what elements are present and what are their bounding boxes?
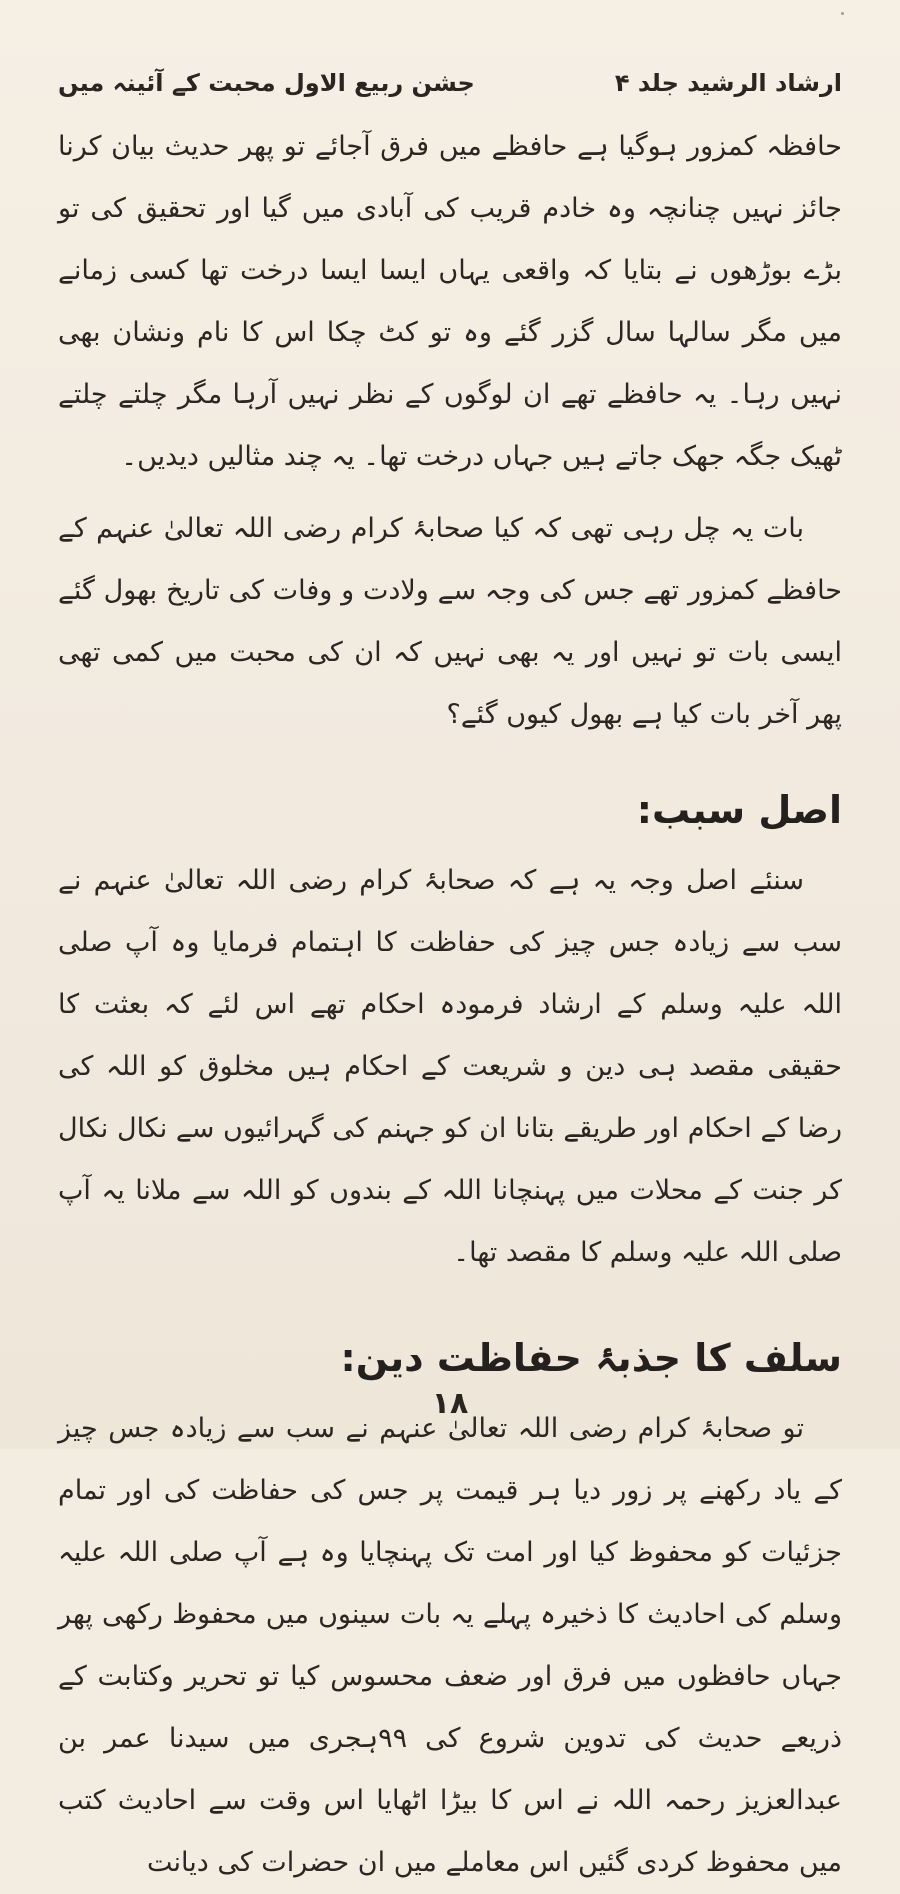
header-right-title: ارشاد الرشید جلد ۴ bbox=[614, 69, 842, 97]
section-spacer bbox=[58, 746, 842, 770]
section-spacer bbox=[58, 1284, 842, 1318]
page-number: ۱۸ bbox=[431, 1386, 469, 1421]
section-heading-asl-sabab: اصل سبب: bbox=[636, 788, 842, 832]
paragraph-4: تو صحابۂ کرام رضی اللہ تعالیٰ عنہم نے سب سے زیادہ جس چیز کے یاد رکھنے پر زور دیا ہر قیمت پر جس کی حفاظت کی اور تمام جزئیات کو محفوظ کیا اور امت تک پہنچایا وہ ہے آپ صلی اللہ علیہ وسلم کی احادیث کا ذخیرہ پہلے یہ بات سینوں میں محفوظ رکھی پھر جہاں حافظوں میں فرق اور ضعف محسوس کیا تو تحریر وکتابت کے ذریعے حدیث کی تدوین شروع کی ۹۹ہجری میں سیدنا عمر بن عبدالعزیز رحمہ اللہ نے اس کا بیڑا اٹھایا اس وقت سے احادیث کتب میں محفوظ کردی گئیں اس معاملے میں ان حضرات کی دیانت bbox=[58, 1413, 842, 1878]
section-heading-salaf: سلف کا جذبۂ حفاظت دین: bbox=[340, 1336, 842, 1380]
paragraph-2: بات یہ چل رہی تھی کہ کیا صحابۂ کرام رضی اللہ تعالیٰ عنہم کے حافظے کمزور تھے جس کی وجہ سے ولادت و وفات کی تاریخ بھول گئے ایسی بات تو نہیں اور یہ بھی نہیں کہ ان کی محبت میں کمی تھی پھر آخر بات کیا ہے بھول کیوں گئے؟ bbox=[58, 513, 842, 730]
paragraph-spacer bbox=[58, 488, 842, 498]
header-left-title: جشن ربیع الاول محبت کے آئینہ میں bbox=[58, 69, 475, 97]
paragraph-1: حافظہ کمزور ہوگیا ہے حافظے میں فرق آجائے تو پھر حدیث بیان کرنا جائز نہیں چنانچہ وہ خادم قریب کی آبادی میں گیا اور تحقیق کی تو بڑے بوڑھوں نے بتایا کہ واقعی یہاں ایسا ایسا درخت تھا کسی زمانے میں مگر سالہا سال گزر گئے وہ تو کٹ چکا اس کا نام ونشان بھی نہیں رہا۔ یہ حافظے تھے ان لوگوں کے نظر نہیں آرہا مگر چلتے چلتے ٹھیک جگہ جھک جاتے ہیں جہاں درخت تھا۔ یہ چند مثالیں دیدیں۔ bbox=[58, 131, 842, 472]
paragraph-3: سنئے اصل وجہ یہ ہے کہ صحابۂ کرام رضی اللہ تعالیٰ عنہم نے سب سے زیادہ جس چیز کی حفاظت کا اہتمام فرمایا وہ آپ صلی اللہ علیہ وسلم کے ارشاد فرمودہ احکام تھے اس لئے کہ بعثت کا حقیقی مقصد ہی دین و شریعت کے احکام ہیں مخلوق کو اللہ کی رضا کے احکام اور طریقے بتانا ان کو جہنم کی گہرائیوں سے نکال نکال کر جنت کے محلات میں پہنچانا اللہ کے بندوں کو اللہ سے ملانا یہ آپ صلی اللہ علیہ وسلم کا مقصد تھا۔ bbox=[58, 865, 842, 1268]
paper-speck bbox=[841, 12, 844, 15]
page-header bbox=[58, 60, 842, 106]
